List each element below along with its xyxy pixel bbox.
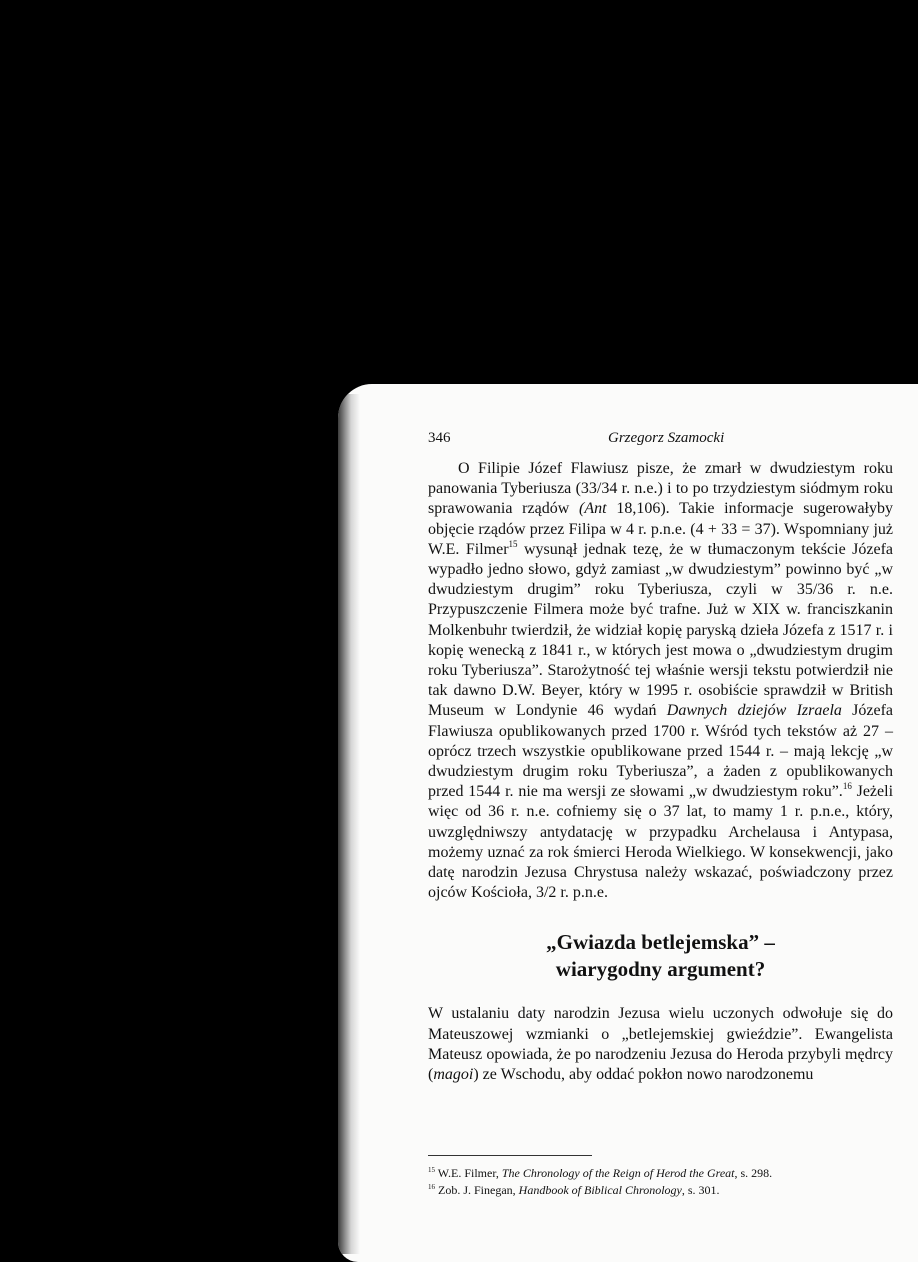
footnote-16: $^{16}$ Zob. J. Finegan, Handbook of Biblical Chronology, s. 301.	[428, 1183, 720, 1197]
book-page	[338, 384, 918, 1262]
paragraph-filip: O Filipie Józef Flawiusz pisze, że zmarł w dwudziestym roku panowania Tyberiusza (33/34 r. n.e.) i to po trzydziestym siódmym roku sprawowania rządów (Ant 18,106). Takie informacje sugerowałyby objęcie rządów przez Filipa w 4 r. p.n.e. (4 + 33 = 37). Wspomniany już W.E. Filmer$^{15}$ wysunął jednak tezę, że w tłumaczonym tekście Józefa wypadło jedno słowo, gdyż zamiast „w dwudziestym” powinno być „w dwudziestym drugim” roku Tyberiusza, czyli w 35/36 r. n.e. Przypuszczenie Filmera może być trafne. Już w XIX w. franciszkanin Molkenbuhr twierdził, że widział kopię paryską dzieła Józefa z 1517 r. i kopię wenecką z 1841 r., w których jest mowa o „dwudziestym drugim roku Tyberiusza”. Starożytność tej właśnie wersji tekstu potwierdził nie tak dawno D.W. Beyer, który w 1995 r. osobiście sprawdził w British Museum w Londynie 46 wydań Dawnych dziejów Izraela Józefa Flawiusza opublikowanych przed 1700 r. Wśród tych tekstów aż 27 – oprócz trzech wszystkie opublikowane przed 1544 r. – mają lekcję „w dwudziestym drugim roku Tyberiusza”, a żaden z opublikowanych przed 1544 r. nie ma wersji ze słowami „w dwudziestym roku”.$^{16}$ Jeżeli więc od 36 r. n.e. cofniemy się o 37 lat, to mamy 1 r. p.n.e., który, uwzględniwszy antydatację w przypadku Archelausa i Antypasa, możemy uznać za rok śmierci Heroda Wielkiego. W konsekwencji, jako datę narodzin Jezusa Chrystusa należy wskazać, poświadczony przez ojców Kościoła, 3/2 r. p.n.e.	[428, 460, 894, 902]
heading-line-1: „Gwiazda betlejemska” –	[546, 930, 775, 955]
magoi-term: magoi	[433, 1066, 474, 1084]
section-heading	[428, 929, 893, 983]
paragraph-star: W ustalaniu daty narodzin Jezusa wielu uczonych odwołuje się do Mateuszowej wzmianki o „betlejemskiej gwieździe”. Ewangelista Mateusz opowiada, że po narodzeniu Jezusa do Heroda przybyli mędrcy (magoi) ze Wschodu, aby oddać pokłon nowo narodzonemu	[428, 1005, 893, 1084]
book-title-dawnych: Dawnych dziejów Izraela	[666, 702, 842, 720]
footnote-rule	[428, 1155, 592, 1156]
footnote-15: $^{15}$ W.E. Filmer, The Chronology of the Reign of Herod the Great, s. 298.	[428, 1166, 773, 1180]
page-number: 346	[428, 430, 451, 446]
running-head	[428, 426, 893, 450]
heading-line-2: wiarygodny argument?	[555, 957, 766, 982]
page-content	[428, 426, 893, 1085]
footnotes	[428, 1165, 893, 1199]
ant-abbrev: (Ant	[579, 500, 607, 518]
running-title: Grzegorz Szamocki	[608, 430, 725, 446]
footnote-ref-15: 15	[508, 538, 518, 549]
footnote-ref-16: 16	[842, 781, 852, 792]
page-curl-shadow	[338, 394, 360, 1254]
